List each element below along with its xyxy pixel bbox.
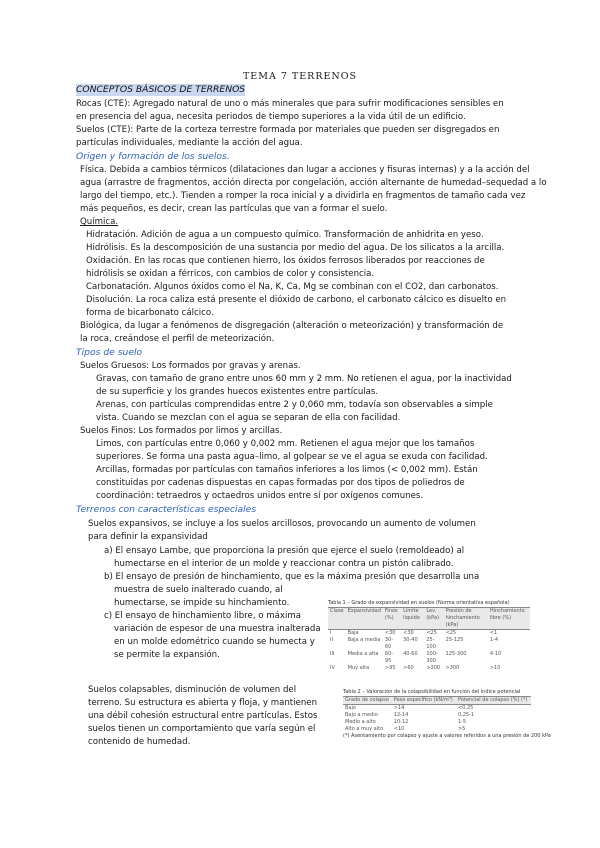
table-cell: 25-100 (426, 637, 436, 650)
table-cell: >95 (384, 665, 396, 671)
text-line-hidratacion: Hidratación. Adición de agua a un compuesto químico. Transformación de anhidrita en yeso. (86, 230, 484, 240)
table-cell: >60 (403, 665, 414, 671)
text-line-lambe-1: a) El ensayo Lambe, que proporciona la presión que ejerce el suelo (remoldeado) al (104, 546, 465, 556)
text-line-libre-4: se permite la expansión. (114, 650, 220, 660)
text-line-arcillas-3: coordinación: tetraedros y octaedros unidos entre sí por oxígenos comunes. (96, 491, 424, 501)
text-line-lambe-2: humectarse en el interior de un molde y reaccionar contra un pistón calibrado. (114, 559, 454, 569)
table-cell: Bajo a medio (345, 712, 378, 718)
table-colapsibilidad (343, 689, 551, 740)
table-cell: 30-40 (403, 637, 418, 643)
table-cell: >300 (426, 665, 441, 671)
table-expansividad (328, 600, 530, 672)
table-cell: >10 (489, 665, 501, 671)
table-cell: 1-5 (457, 719, 467, 725)
table-caption: Tabla 2 – Valoración de la colapsibilidad en función del índice potencial (343, 689, 521, 695)
table-cell: 100-300 (426, 651, 438, 664)
text-line-limos-1: Limos, con partículas entre 0,060 y 0,002 mm. Retienen el agua mejor que los tamaños (96, 439, 475, 449)
text-line-colapsables-5: contenido de humedad. (88, 737, 191, 747)
table-row (328, 630, 530, 638)
table-note: (*) Asentamiento por colapso y ajuste a valores referidos a una presión de 200 kPa (343, 733, 551, 739)
table-row (343, 705, 531, 713)
table-cell: Baja (347, 630, 359, 636)
text-line-suelos-1: Suelos (CTE): Parte de la corteza terrestre formada por materiales que pueden ser disgregados en (76, 125, 500, 135)
table-cell: Medio a alto (345, 719, 376, 725)
subheading-suelos-gruesos: Suelos Gruesos: Los formados por gravas y arenas. (80, 361, 301, 371)
table-cell: Baja a media (347, 637, 381, 643)
table-cell: 125-300 (445, 651, 467, 657)
table-cell: 60-95 (384, 651, 394, 664)
table-header: Clase (328, 608, 346, 630)
table-header: Potencial de colapso (%) (*) (456, 697, 531, 705)
table-header: Peso específico (kN/m³) (392, 697, 456, 705)
table-header: Lev. (kPa) (424, 608, 443, 630)
table-cell: <1 (489, 630, 498, 636)
table-cell: <25 (426, 630, 437, 636)
section-heading-conceptos: CONCEPTOS BÁSICOS DE TERRENOS (76, 84, 246, 95)
table-header: Grado de colapso (343, 697, 392, 705)
text-line-libre-3: en un molde edométrico cuando se humecta y (114, 637, 315, 647)
page-title: TEMA 7 TERRENOS (242, 71, 358, 82)
table-cell: <30 (384, 630, 396, 636)
text-line-fisica-2: agua (arrastre de fragmentos, acción directa por congelación, acción alternante de humedad–sequedad a lo (80, 178, 547, 188)
table-cell: 10-12 (393, 719, 409, 725)
table-cell: 0,25-1 (457, 712, 475, 718)
table-header: Hinchamiento libre (%) (488, 608, 530, 630)
text-line-gravas-2: de su superficie y los grandes huecos existentes entre partículas. (96, 387, 379, 397)
table-cell: 30-60 (384, 637, 394, 650)
section-heading-tipos: Tipos de suelo (76, 347, 143, 358)
text-line-rocas-1: Rocas (CTE): Agregado natural de uno o más minerales que para sufrir modificaciones sensibles en (76, 99, 504, 109)
table-cell: 40-60 (403, 651, 418, 657)
text-line-fisica-4: más pequeños, es decir, crean las partículas que van a formar el suelo. (80, 204, 388, 214)
table-caption: Tabla 1 – Grado de expansividad en suelos (Norma orientativa española) (328, 600, 510, 606)
table-row (343, 712, 531, 719)
table-cell: Bajo (345, 705, 356, 711)
table-cell: >14 (393, 705, 405, 711)
text-line-expansivos-1: Suelos expansivos, se incluye a los suelos arcillosos, provocando un aumento de volumen (88, 519, 476, 529)
text-line-fisica-1: Física. Debida a cambios térmicos (dilataciones dan lugar a acciones y fisuras internas) y a la acción del (80, 165, 530, 175)
table-row (343, 726, 531, 733)
table-cell: I (330, 630, 332, 636)
text-line-disolucion-2: forma de bicarbonato cálcico. (86, 308, 214, 318)
table-cell: <0,25 (457, 705, 474, 711)
text-line-arenas-2: vista. Cuando se mezclan con el agua se separan de ella con facilidad. (96, 413, 401, 423)
text-line-gravas-1: Gravas, con tamaño de grano entre unos 60 mm y 2 mm. No retienen el agua, por la inactividad (96, 374, 512, 384)
text-line-presion-3: humectarse, se impide su hinchamiento. (114, 598, 290, 608)
text-line-suelos-2: partículas individuales, mediante la acción del agua. (76, 138, 303, 148)
table-cell: >5 (457, 726, 466, 732)
text-line-rocas-2: en presencia del agua, necesita periodos de tiempo superiores a la vida útil de un edificio. (76, 112, 466, 122)
text-line-limos-2: superiores. Se forma una pasta agua–limo, al golpear se ve el agua se exuda con facilidad. (96, 452, 488, 462)
table-cell: IV (330, 665, 335, 671)
text-line-arenas-1: Arenas, con partículas comprendidas entre 2 y 0,060 mm, todavía son observables a simple (96, 400, 493, 410)
text-line-colapsables-2: terreno. Su estructura es abierta y floja, y mantienen (88, 698, 318, 708)
text-line-colapsables-4: suelos tienen un comportamiento que varía según el (88, 724, 316, 734)
table-header: Finos (%) (383, 608, 401, 630)
text-line-expansivos-2: para definir la expansividad (88, 532, 208, 542)
table-cell: 1-4 (489, 637, 498, 643)
table-cell: II (330, 637, 333, 643)
table-cell: Media a alta (347, 651, 379, 657)
section-heading-origen: Origen y formación de los suelos. (76, 151, 230, 162)
table-header: Expansividad (346, 608, 383, 630)
table-header: Presión de hinchamiento (kPa) (444, 608, 488, 630)
text-line-presion-2: muestra de suelo inalterado cuando, al (114, 585, 283, 595)
table-cell: 12-14 (393, 712, 409, 718)
table-header: Límite líquido (401, 608, 424, 630)
table-row (343, 719, 531, 726)
subheading-quimica: Química. (80, 217, 119, 227)
text-line-arcillas-2: constituidas por cadenas dispuestas en capas formadas por dos tipos de poliedros de (96, 478, 465, 488)
table-row (328, 651, 530, 665)
table-cell: Alto a muy alto (345, 726, 384, 732)
text-line-presion-1: b) El ensayo de presión de hinchamiento, que es la máxima presión que desarrolla una (104, 572, 480, 582)
text-line-hidrolisis: Hidrólisis. Es la descomposición de una sustancia por medio del agua. De los silicatos a la arcilla. (86, 243, 505, 253)
text-line-colapsables-1: Suelos colapsables, disminución de volumen del (88, 685, 297, 695)
table-cell: III (330, 651, 335, 657)
table-cell: 25-125 (445, 637, 464, 643)
text-line-disolucion-1: Disolución. La roca caliza está presente el dióxido de carbono, el carbonato cálcico es disuelto en (86, 295, 507, 305)
table-cell: <25 (445, 630, 457, 636)
text-line-colapsables-3: una débil cohesión estructural entre partículas. Estos (88, 711, 318, 721)
subheading-suelos-finos: Suelos Finos: Los formados por limos y arcillas. (80, 426, 283, 436)
text-line-libre-1: c) El ensayo de hinchamiento libre, o máxima (104, 611, 302, 621)
table-cell: <10 (393, 726, 405, 732)
table-cell: Muy alta (347, 665, 370, 671)
text-line-libre-2: variación de espesor de una muestra inalterada (114, 624, 321, 634)
text-line-oxidacion-2: hidrólisis se oxidan a férricos, con cambios de color y consistencia. (86, 269, 375, 279)
text-line-oxidacion-1: Oxidación. En las rocas que contienen hierro, los óxidos ferrosos liberados por reacciones de (86, 256, 485, 266)
table-cell: <30 (403, 630, 414, 636)
text-line-arcillas-1: Arcillas, formadas por partículas con tamaños inferiores a los limos (< 0,002 mm). Están (96, 465, 478, 475)
table-row (328, 637, 530, 651)
text-line-carbonatacion: Carbonatación. Algunos óxidos como el Na, K, Ca, Mg se combinan con el CO2, dan carbonatos. (86, 282, 499, 292)
section-heading-terrenos: Terrenos con características especiales (76, 504, 257, 515)
text-line-fisica-3: largo del tiempo, etc.). Tienden a romper la roca inicial y a dividirla en fragmentos de tamaño cada vez (80, 191, 526, 201)
table-cell: >300 (445, 665, 460, 671)
table-cell: 4-10 (489, 651, 502, 657)
table-row (328, 665, 530, 672)
text-line-biologica-1: Biológica, da lugar a fenómenos de disgregación (alteración o meteorización) y transformación de (80, 321, 504, 331)
text-line-biologica-2: la roca, creándose el perfil de meteorización. (80, 334, 275, 344)
